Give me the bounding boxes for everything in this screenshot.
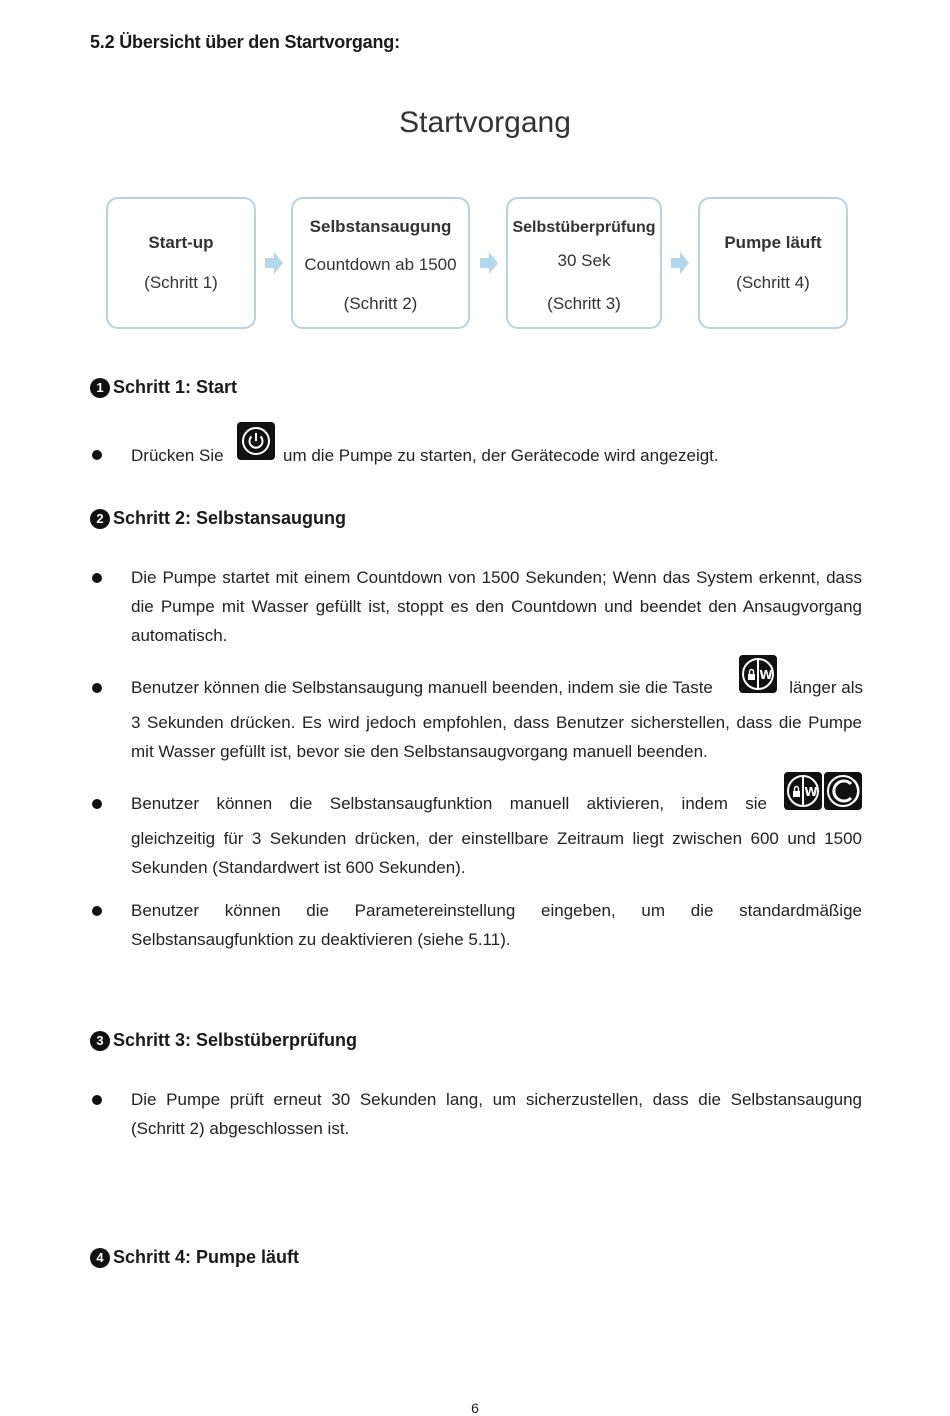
bullet-icon (92, 683, 102, 693)
flow-step-1 (106, 197, 256, 329)
bullet-icon (92, 450, 102, 460)
power-button-icon (237, 422, 275, 460)
svg-text:W: W (804, 785, 818, 799)
flow-step-3 (506, 197, 662, 329)
step2-b1-line3: automatisch. (131, 626, 228, 645)
lock-w-button-icon (739, 655, 777, 693)
flow-step-2 (291, 197, 470, 329)
step2-b3-line2: gleichzeitig für 3 Sekunden drücken, der einstellbare Zeitraum liegt zwischen 600 und 1500 (131, 829, 862, 848)
lock-w-button-icon (784, 772, 822, 810)
step2-heading (90, 508, 346, 529)
step2-b3-line1: Benutzer können die Selbstansaugfunktion manuell aktivieren, indem sie (131, 794, 767, 813)
c-button-icon (824, 772, 862, 810)
step2-b1-line2: die Pumpe mit Wasser gefüllt ist, stoppt es den Countdown und beendet den Ansaugvorgang (131, 597, 862, 616)
step-number-badge: 4 (90, 1248, 110, 1268)
step4-heading-text: Schritt 4: Pumpe läuft (113, 1247, 300, 1267)
flow-step-2-title: Selbstansaugung (309, 217, 452, 236)
step2-b4-line1: Benutzer können die Parametereinstellung eingeben, um die standardmäßige (131, 901, 862, 920)
flow-arrow-icon (480, 252, 498, 274)
flow-step-3-detail: 30 Sek (557, 251, 611, 270)
flow-arrow-icon (671, 252, 689, 274)
step1-heading (90, 377, 237, 398)
step1-text-a: Drücken Sie (131, 446, 224, 465)
bullet-icon (92, 1095, 102, 1105)
flow-title: Startvorgang (399, 106, 571, 139)
page-number: 6 (471, 1400, 479, 1416)
flow-step-1-label: (Schritt 1) (144, 273, 218, 292)
flow-step-2-label: (Schritt 2) (343, 294, 418, 313)
step2-heading-text: Schritt 2: Selbstansaugung (113, 508, 347, 528)
flow-step-4-title: Pumpe läuft (724, 233, 822, 252)
step2-b2-line3: mit Wasser gefüllt ist, bevor sie den Selbstansaugvorgang manuell beenden. (131, 742, 708, 761)
step1-heading-text: Schritt 1: Start (113, 377, 238, 397)
step3-heading (90, 1030, 357, 1051)
step3-b1-line2: (Schritt 2) abgeschlossen ist. (131, 1119, 350, 1138)
flow-step-3-title: Selbstüberprüfung (512, 219, 656, 236)
step3-heading-text: Schritt 3: Selbstüberprüfung (113, 1030, 358, 1050)
svg-text:W: W (759, 668, 773, 682)
step1-text-b: um die Pumpe zu starten, der Gerätecode wird angezeigt. (283, 446, 719, 465)
step2-b1-line1: Die Pumpe startet mit einem Countdown von 1500 Sekunden; Wenn das System erkennt, dass (131, 568, 862, 587)
step-number-badge: 2 (90, 509, 110, 529)
bullet-icon (92, 799, 102, 809)
flow-arrow-icon (265, 252, 283, 274)
step2-b2-line1a: Benutzer können die Selbstansaugung manuell beenden, indem sie die Taste (131, 678, 713, 697)
flow-step-2-detail: Countdown ab 1500 (304, 255, 457, 274)
step2-b4-line2: Selbstansaugfunktion zu deaktivieren (siehe 5.11). (131, 930, 511, 949)
step2-b3-line3: Sekunden (Standardwert ist 600 Sekunden). (131, 858, 466, 877)
step3-b1-line1: Die Pumpe prüft erneut 30 Sekunden lang, um sicherzustellen, dass die Selbstansaugung (131, 1090, 862, 1109)
bullet-icon (92, 573, 102, 583)
flow-step-4 (698, 197, 848, 329)
flow-step-3-label: (Schritt 3) (547, 294, 621, 313)
step-number-badge: 1 (90, 378, 110, 398)
step4-heading (90, 1247, 299, 1268)
bullet-icon (92, 906, 102, 916)
flow-step-4-label: (Schritt 4) (736, 273, 810, 292)
step2-b2-line2: 3 Sekunden drücken. Es wird jedoch empfohlen, dass Benutzer sicherstellen, dass die Pumpe (131, 713, 862, 732)
section-title: 5.2 Übersicht über den Startvorgang: (90, 32, 400, 52)
flow-step-1-title: Start-up (148, 233, 214, 252)
step2-b2-line1b: länger als (789, 678, 863, 697)
step-number-badge: 3 (90, 1031, 110, 1051)
